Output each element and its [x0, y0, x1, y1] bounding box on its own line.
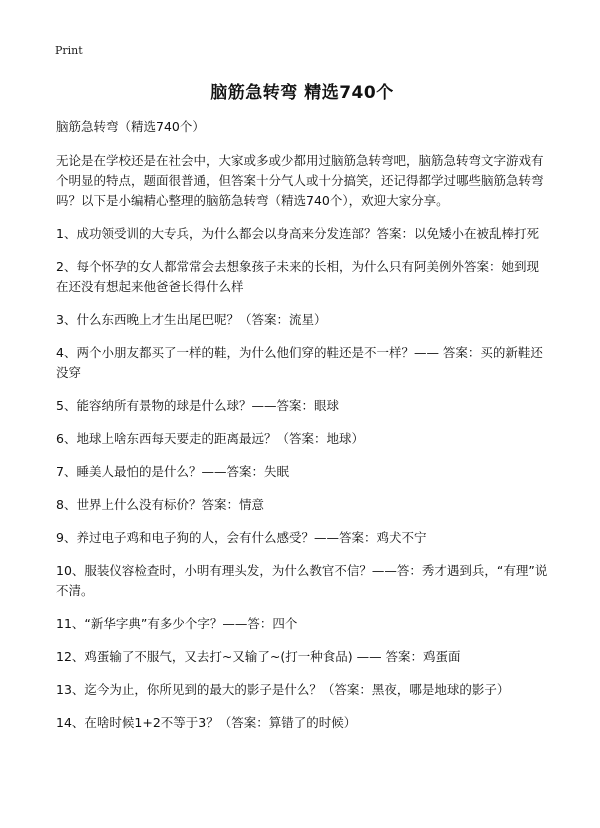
- qa-item: 2、每个怀孕的女人都常常会去想象孩子未来的长相，为什么只有阿美例外答案：她到现在还没有想起来他爸爸长得什么样: [56, 259, 539, 294]
- qa-item: 12、鸡蛋输了不服气，又去打~又输了~(打一种食品) —— 答案：鸡蛋面: [56, 649, 461, 664]
- qa-item: 14、在啥时候1+2不等于3？（答案：算错了的时候）: [56, 715, 357, 730]
- page-subtitle: 脑筋急转弯（精选740个）: [56, 119, 205, 134]
- qa-item: 11、“新华字典”有多少个字？——答：四个: [56, 616, 298, 631]
- qa-item: 7、睡美人最怕的是什么？——答案：失眠: [56, 464, 289, 479]
- qa-item: 3、什么东西晚上才生出尾巴呢？（答案：流星）: [56, 312, 327, 327]
- qa-item: 13、迄今为止，你所见到的最大的影子是什么？（答案：黑夜，哪是地球的影子）: [56, 682, 510, 697]
- qa-item: 1、成功领受训的大专兵，为什么都会以身高来分发连部？答案：以免矮小在被乱棒打死: [56, 226, 539, 241]
- intro-paragraph: 无论是在学校还是在社会中，大家或多或少都用过脑筋急转弯吧，脑筋急转弯文字游戏有个明显的特点，题面很普通，但答案十分气人或十分搞笑，还记得都学过哪些脑筋急转弯吗？以下是小编精心整理的脑筋急转弯（精选740个），欢迎大家分享。: [56, 153, 544, 208]
- qa-item: 4、两个小朋友都买了一样的鞋，为什么他们穿的鞋还是不一样？—— 答案：买的新鞋还没穿: [56, 345, 543, 380]
- qa-item: 8、世界上什么没有标价？答案：情意: [56, 497, 264, 512]
- qa-item: 5、能容纳所有景物的球是什么球？——答案：眼球: [56, 398, 339, 413]
- page-title: 脑筋急转弯 精选740个: [210, 83, 394, 103]
- qa-item: 10、服装仪容检查时，小明有理头发，为什么教官不信？——答：秀才遇到兵，“有理”说不清。: [56, 563, 548, 598]
- qa-list: [56, 224, 548, 733]
- qa-item: 9、养过电子鸡和电子狗的人，会有什么感受？——答案：鸡犬不宁: [56, 530, 427, 545]
- print-link[interactable]: Print: [55, 44, 83, 57]
- qa-item: 6、地球上啥东西每天要走的距离最远？（答案：地球）: [56, 431, 364, 446]
